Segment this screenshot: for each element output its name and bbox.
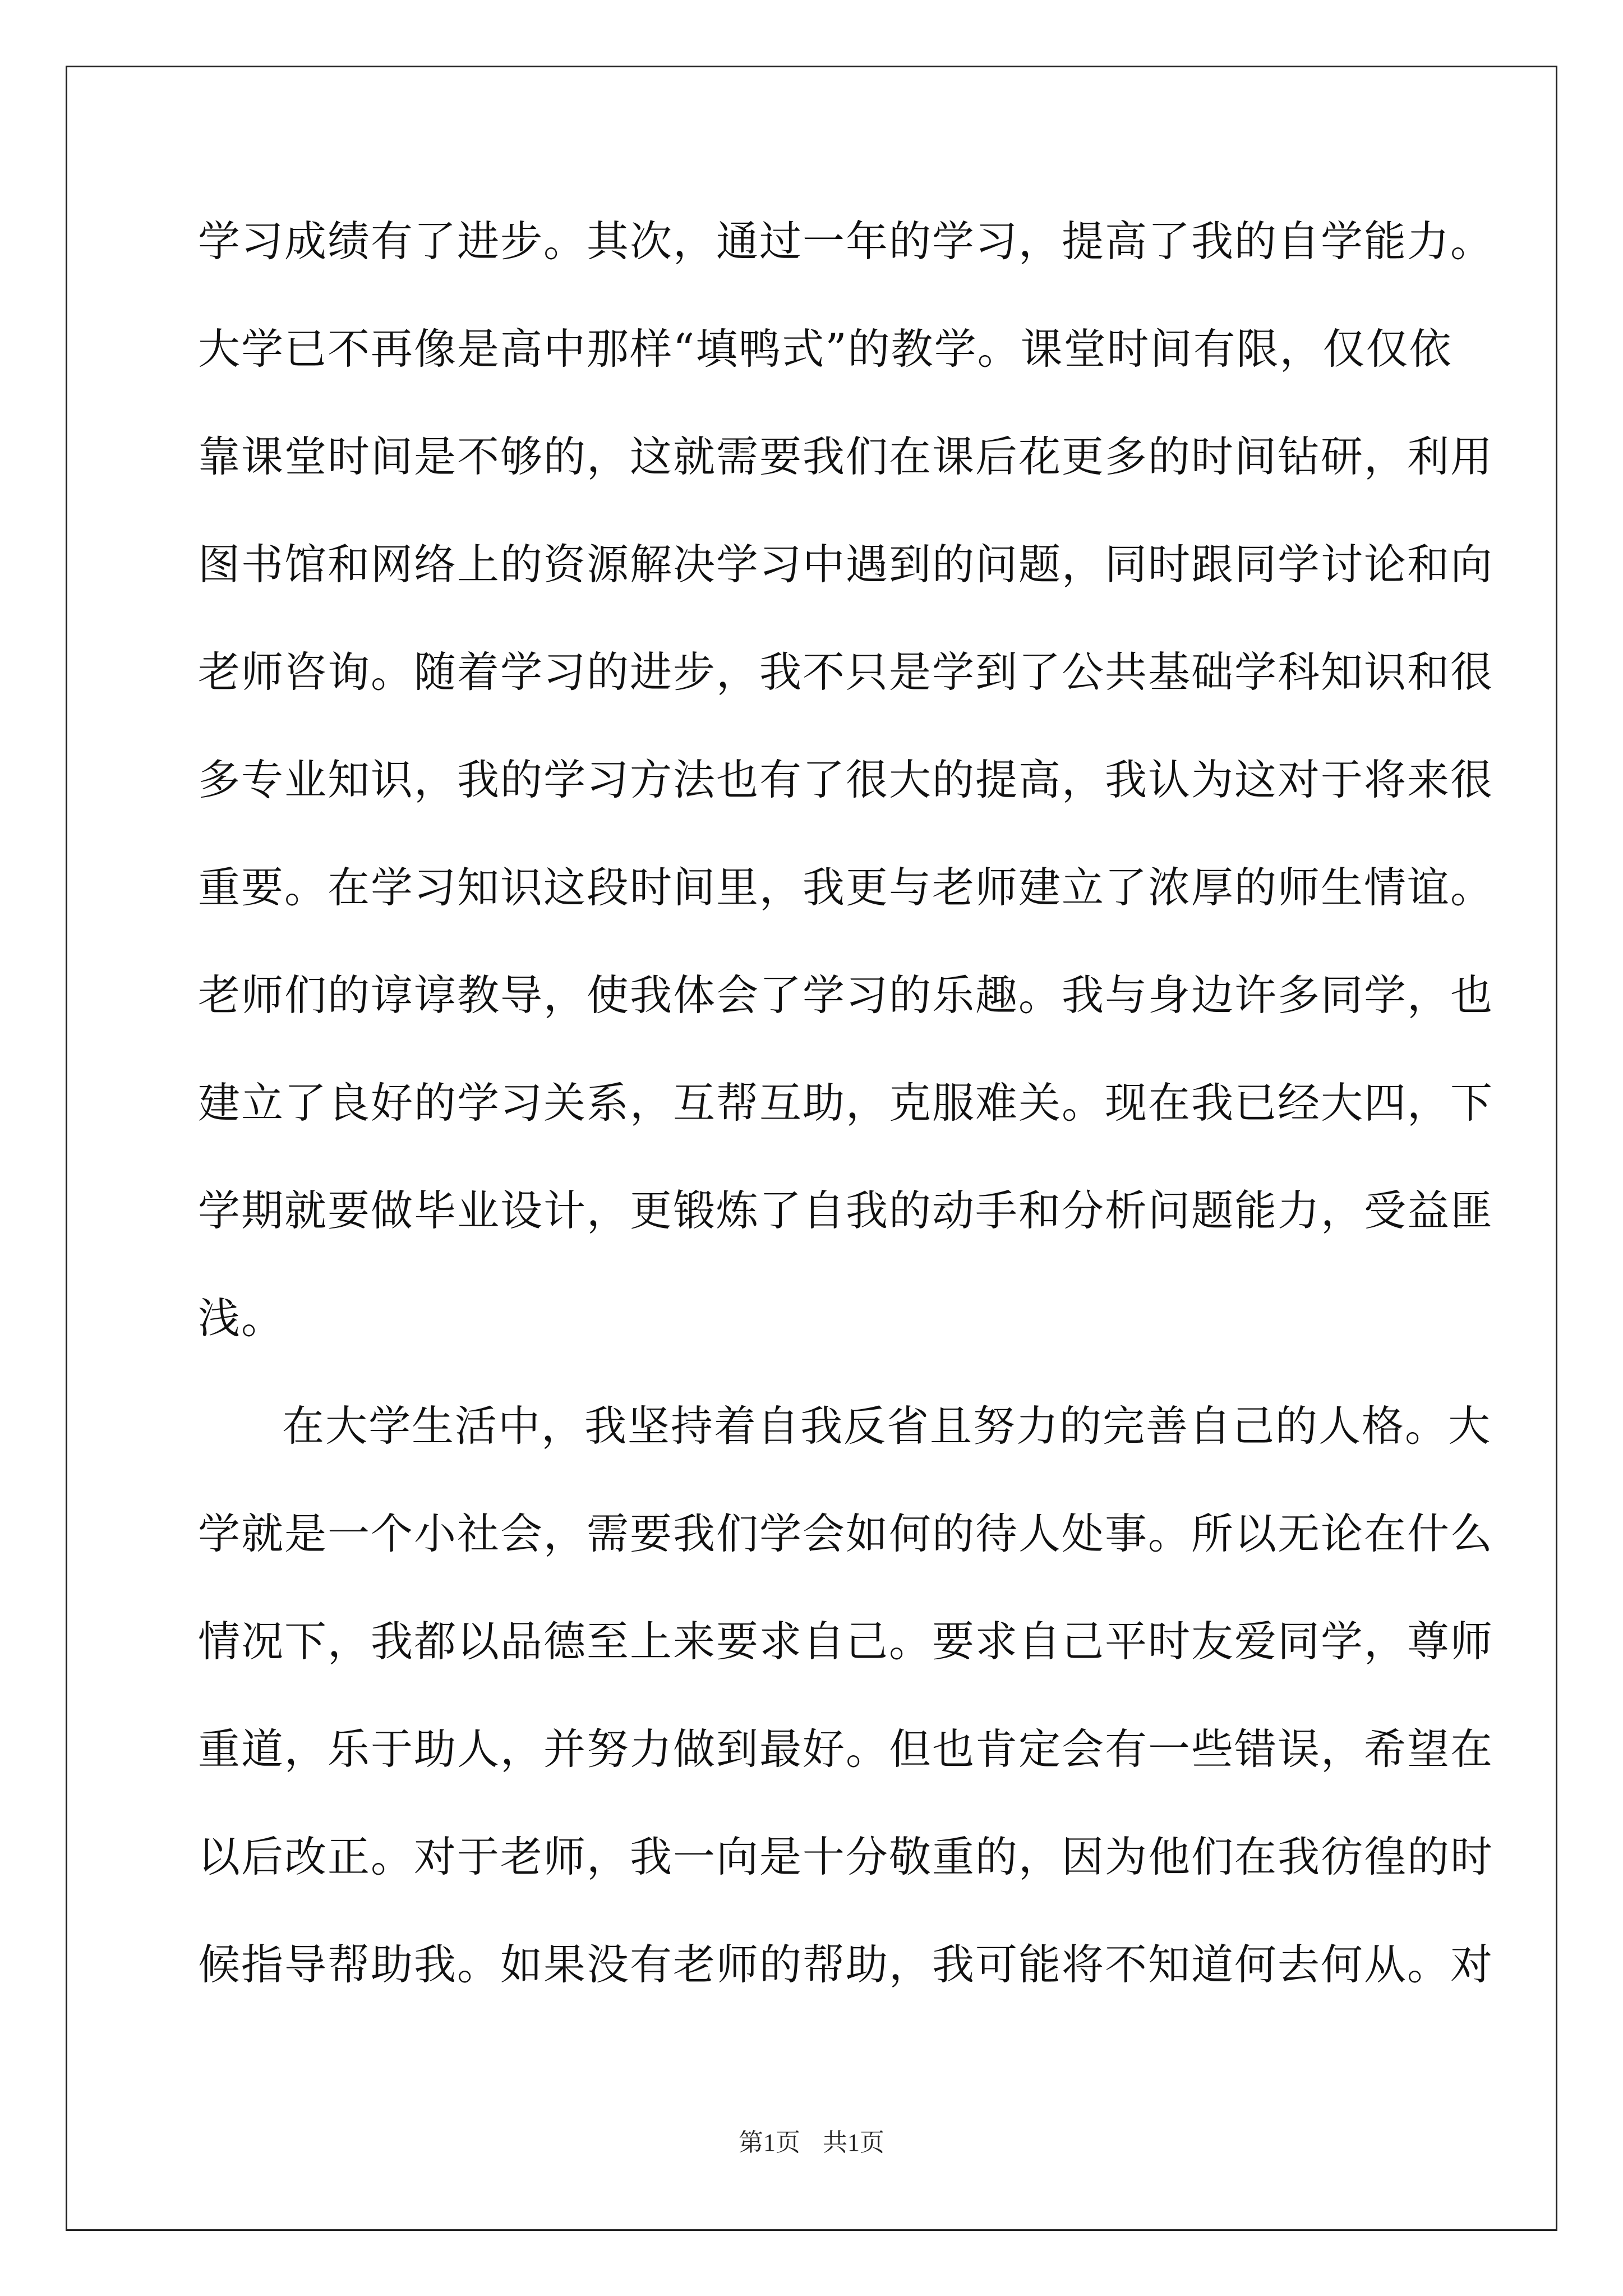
page-number: 第1页 [739,2129,800,2156]
text-line: 建立了良好的学习关系，互帮互助，克服难关。现在我已经大四，下 [198,1078,1494,1128]
text-line: 浅。 [198,1294,285,1343]
text-line: 重道，乐于助人，并努力做到最好。但也肯定会有一些错误，希望在 [198,1724,1494,1774]
text-line: 学就是一个小社会，需要我们学会如何的待人处事。所以无论在什么 [198,1509,1494,1558]
text-line: 情况下，我都以品德至上来要求自己。要求自己平时友爱同学，尊师 [198,1617,1494,1666]
document-body [198,199,1494,2030]
text-line: 学期就要做毕业设计，更锻炼了自我的动手和分析问题能力，受益匪 [198,1186,1494,1235]
text-line: 大学已不再像是高中那样“填鸭式”的教学。课堂时间有限，仅仅依 [198,324,1453,374]
page-footer [0,2126,1623,2160]
text-line: 老师们的谆谆教导，使我体会了学习的乐趣。我与身边许多同学，也 [198,970,1494,1020]
paragraph-first-line: 在大学生活中，我坚持着自我反省且努力的完善自己的人格。大 [282,1401,1492,1451]
text-line: 重要。在学习知识这段时间里，我更与老师建立了浓厚的师生情谊。 [198,863,1494,912]
text-line: 图书馆和网络上的资源解决学习中遇到的问题，同时跟同学讨论和向 [198,540,1494,589]
text-line: 候指导帮助我。如果没有老师的帮助，我可能将不知道何去何从。对 [198,1940,1494,1989]
text-line: 靠课堂时间是不够的，这就需要我们在课后花更多的时间钻研，利用 [198,432,1494,481]
text-line: 学习成绩有了进步。其次，通过一年的学习，提高了我的自学能力。 [198,217,1494,266]
text-line: 老师咨询。随着学习的进步，我不只是学到了公共基础学科知识和很 [198,647,1494,697]
page-total: 共1页 [823,2129,884,2156]
text-line: 多专业知识，我的学习方法也有了很大的提高，我认为这对于将来很 [198,755,1494,804]
text-line: 以后改正。对于老师，我一向是十分敬重的，因为他们在我彷徨的时 [198,1832,1494,1881]
